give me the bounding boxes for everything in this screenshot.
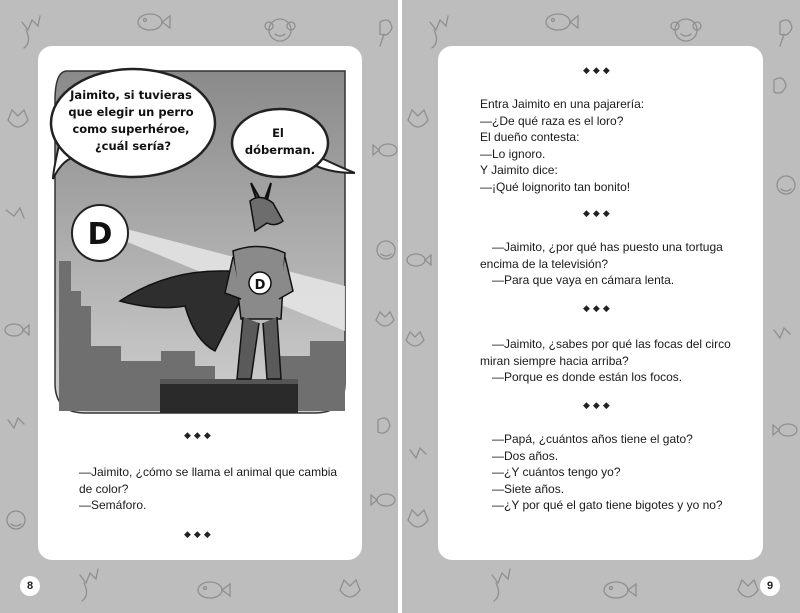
fish-doodle-icon bbox=[373, 144, 397, 156]
monkey-doodle-icon bbox=[377, 241, 395, 259]
speech-bubble-1-text: Jaimito, si tuvieras que elegir un perro como superhéroe, ¿cuál sería? bbox=[68, 88, 194, 153]
right-page-card bbox=[438, 46, 763, 560]
right-page bbox=[402, 0, 800, 613]
fish-doodle-icon bbox=[5, 324, 29, 336]
page-number: 8 bbox=[20, 576, 40, 596]
fish-doodle-icon bbox=[198, 582, 230, 598]
joke-line: —Siete años. bbox=[492, 481, 565, 496]
bird-doodle-icon bbox=[410, 448, 426, 458]
emblem-letter: D bbox=[87, 217, 113, 252]
parrot-doodle-icon bbox=[378, 418, 390, 433]
joke-line: —Dos años. bbox=[492, 448, 559, 463]
page-number: 9 bbox=[760, 576, 780, 596]
monkey-doodle-icon bbox=[671, 19, 701, 41]
bird-doodle-icon bbox=[80, 569, 98, 601]
parrot-doodle-icon bbox=[774, 78, 786, 93]
left-page-card bbox=[38, 46, 362, 560]
joke-block bbox=[480, 239, 755, 289]
section-divider: ◆◆◆ bbox=[583, 209, 613, 219]
section-divider: ◆◆◆ bbox=[583, 304, 613, 314]
joke-line: encima de la televisión? bbox=[480, 256, 609, 271]
joke-line: de color? bbox=[79, 481, 129, 496]
joke-line: —Semáforo. bbox=[79, 498, 147, 512]
bird-doodle-icon bbox=[492, 569, 510, 601]
svg-text:D: D bbox=[254, 278, 266, 293]
parrot-doodle-icon bbox=[380, 20, 392, 46]
monkey-doodle-icon bbox=[7, 511, 25, 529]
bird-doodle-icon bbox=[430, 16, 448, 48]
joke-line: —Jaimito, ¿cómo se llama el animal que cambia bbox=[79, 465, 338, 479]
bird-doodle-icon bbox=[22, 16, 40, 48]
fish-doodle-icon bbox=[546, 14, 578, 30]
fish-doodle-icon bbox=[604, 582, 636, 598]
joke-line: El dueño contesta: bbox=[480, 130, 580, 144]
joke-line: —Jaimito, ¿sabes por qué las focas del circo bbox=[492, 337, 731, 351]
joke-line: —Lo ignoro. bbox=[480, 146, 546, 161]
joke-line: —Jaimito, ¿por qué has puesto una tortuga bbox=[492, 240, 723, 254]
joke-line: —Para que vaya en cámara lenta. bbox=[492, 273, 675, 287]
joke-line: —¡Qué loignorito tan bonito! bbox=[480, 179, 631, 194]
cat-doodle-icon bbox=[408, 510, 428, 527]
joke-line: —¿Y por qué el gato tiene bigotes y yo no? bbox=[492, 498, 723, 512]
section-divider: ◆◆◆ bbox=[583, 66, 613, 76]
monkey-doodle-icon bbox=[265, 19, 295, 41]
rooftop bbox=[160, 379, 298, 413]
joke-line: —Papá, ¿cuántos años tiene el gato? bbox=[492, 432, 693, 446]
joke-line: Y Jaimito dice: bbox=[480, 163, 558, 177]
comic-panel bbox=[45, 61, 355, 429]
section-divider: ◆◆◆ bbox=[184, 530, 214, 540]
fish-doodle-icon bbox=[138, 14, 170, 30]
joke-block bbox=[480, 336, 755, 386]
joke-block bbox=[480, 431, 755, 514]
fish-doodle-icon bbox=[407, 254, 431, 266]
parrot-doodle-icon bbox=[780, 20, 792, 46]
fish-doodle-icon bbox=[773, 424, 797, 436]
cat-doodle-icon bbox=[406, 332, 424, 346]
monkey-doodle-icon bbox=[777, 176, 795, 194]
left-page bbox=[0, 0, 398, 613]
cat-doodle-icon bbox=[376, 312, 394, 326]
cat-doodle-icon bbox=[408, 110, 428, 127]
bird-doodle-icon bbox=[6, 208, 24, 218]
section-divider: ◆◆◆ bbox=[184, 431, 214, 441]
joke-block bbox=[79, 464, 359, 514]
speech-bubble-2-text: El dóberman. bbox=[244, 126, 316, 157]
cat-doodle-icon bbox=[8, 110, 28, 127]
joke-line: Entra Jaimito en una pajarería: bbox=[480, 97, 645, 111]
section-divider: ◆◆◆ bbox=[583, 401, 613, 411]
bird-doodle-icon bbox=[8, 418, 24, 428]
joke-line: miran siempre hacia arriba? bbox=[480, 353, 629, 368]
joke-block bbox=[480, 96, 750, 195]
cat-doodle-icon bbox=[738, 580, 758, 597]
joke-line: —Porque es donde están los focos. bbox=[492, 370, 683, 384]
joke-line: —¿De qué raza es el loro? bbox=[480, 113, 624, 128]
joke-line: —¿Y cuántos tengo yo? bbox=[492, 465, 621, 479]
cat-doodle-icon bbox=[340, 580, 360, 597]
bird-doodle-icon bbox=[774, 328, 790, 338]
fish-doodle-icon bbox=[371, 494, 395, 506]
